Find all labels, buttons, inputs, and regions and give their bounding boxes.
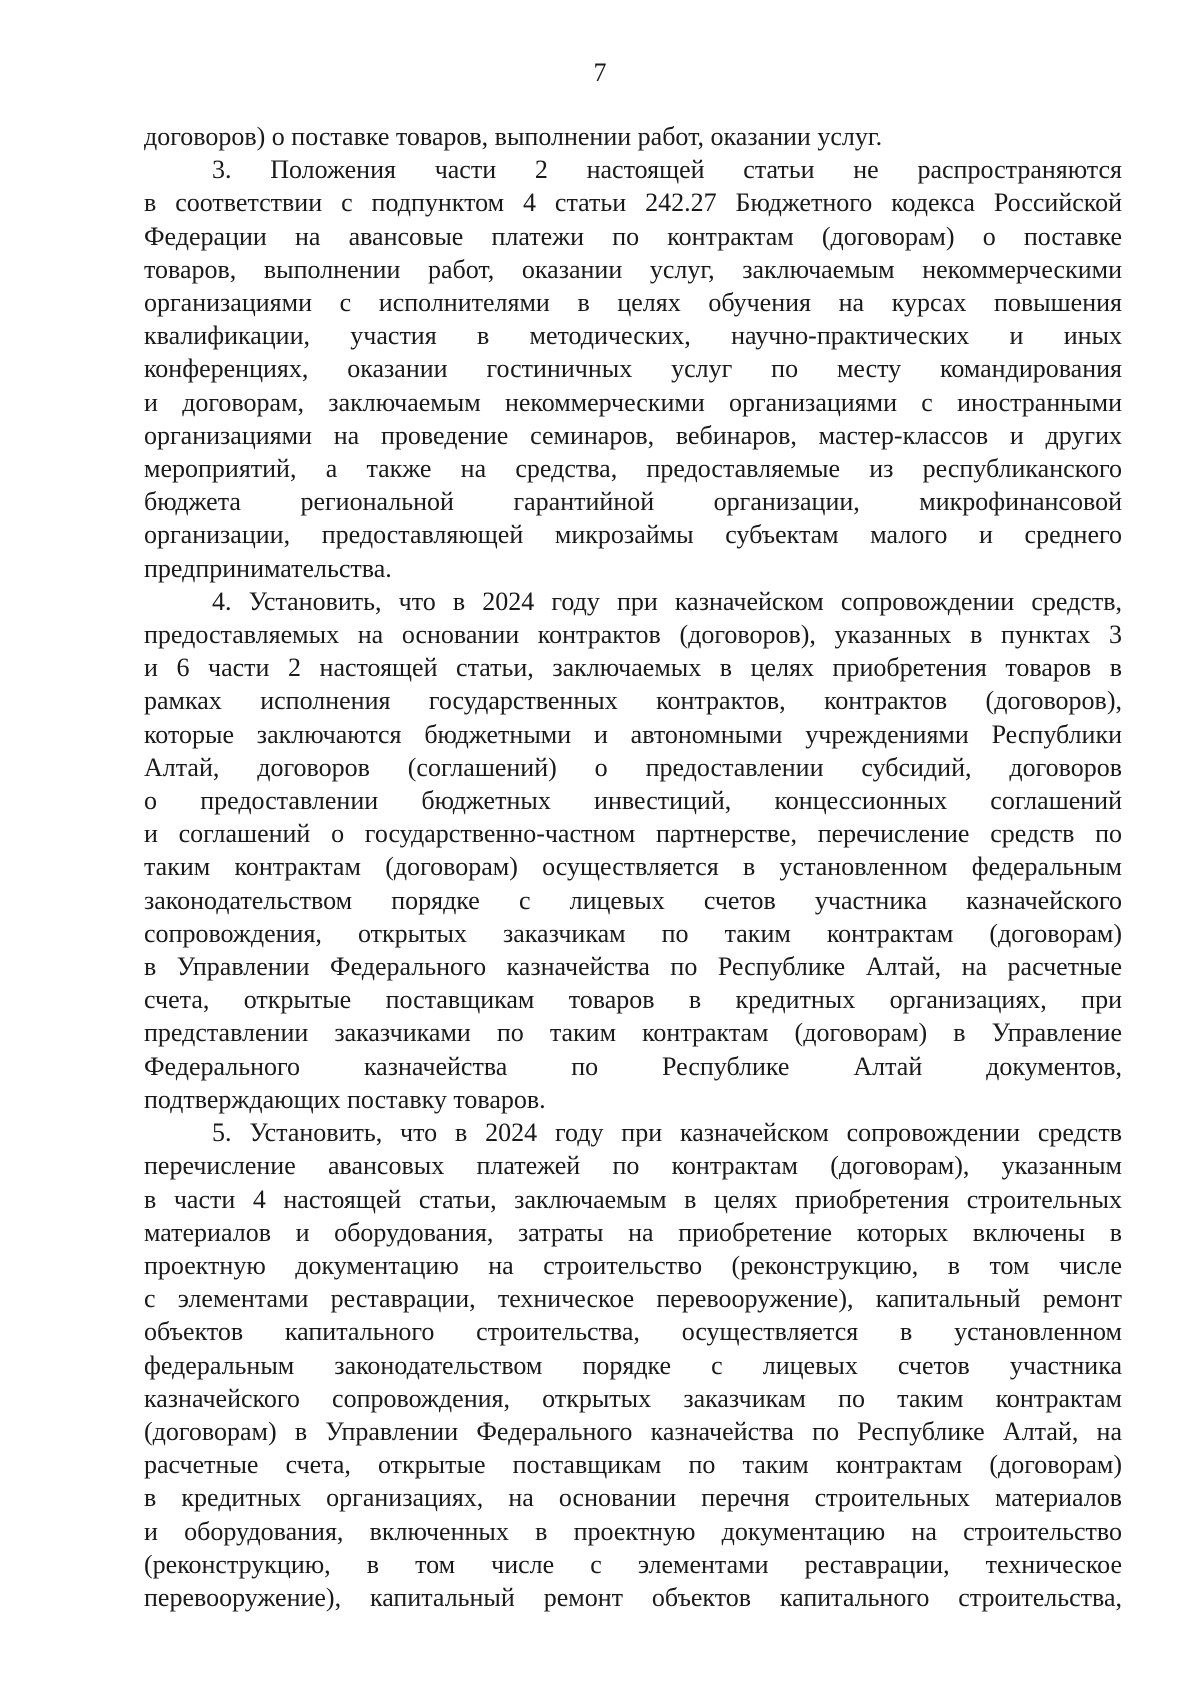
text-line: Федерации на авансовые платежи по контрактам (договорам) о поставке xyxy=(144,221,1122,251)
text-line: предпринимательства. xyxy=(144,553,392,583)
text-line: с элементами реставрации, техническое перевооружение), капитальный ремонт xyxy=(144,1284,1122,1314)
text-line: и оборудования, включенных в проектную документацию на строительство xyxy=(144,1516,1122,1546)
text-line: договоров) о поставке товаров, выполнении работ, оказании услуг. xyxy=(144,122,883,151)
text-line: счета, открытые поставщикам товаров в кредитных организациях, при xyxy=(144,985,1122,1015)
text-line: рамках исполнения государственных контрактов, контрактов (договоров), xyxy=(144,686,1122,716)
text-line: бюджета региональной гарантийной организации, микрофинансовой xyxy=(144,487,1122,517)
text-line: и соглашений о государственно-частном партнерстве, перечисление средств по xyxy=(144,819,1122,849)
text-line: товаров, выполнении работ, оказании услуг, заключаемым некоммерческими xyxy=(144,254,1122,284)
text-line: федеральным законодательством порядке с лицевых счетов участника xyxy=(144,1350,1122,1380)
text-line: (договорам) в Управлении Федерального казначейства по Республике Алтай, на xyxy=(144,1416,1122,1446)
text-line: 5. Установить, что в 2024 году при казначейском сопровождении средств xyxy=(212,1118,1122,1148)
text-line: предоставляемых на основании контрактов (договоров), указанных в пунктах 3 xyxy=(144,620,1122,650)
text-line: казначейского сопровождения, открытых заказчикам по таким контрактам xyxy=(144,1383,1122,1413)
document-body xyxy=(144,120,1122,1614)
text-line: в части 4 настоящей статьи, заключаемым в целях приобретения строительных xyxy=(144,1184,1122,1214)
text-line: о предоставлении бюджетных инвестиций, концессионных соглашений xyxy=(144,786,1122,816)
text-line: организациями на проведение семинаров, вебинаров, мастер-классов и других xyxy=(144,420,1122,450)
text-line: Федерального казначейства по Республике Алтай документов, xyxy=(144,1051,1122,1081)
text-line: перечисление авансовых платежей по контрактам (договорам), указанным xyxy=(144,1151,1122,1181)
paragraph-p-continuation xyxy=(144,120,1122,153)
text-line: таким контрактам (договорам) осуществляется в установленном федеральным xyxy=(144,852,1122,882)
text-line: мероприятий, а также на средства, предоставляемые из республиканского xyxy=(144,454,1122,484)
text-line: и договорам, заключаемым некоммерческими организациями с иностранными xyxy=(144,387,1122,417)
text-line: организациями с исполнителями в целях обучения на курсах повышения xyxy=(144,288,1122,318)
text-line: представлении заказчиками по таким контрактам (договорам) в Управление xyxy=(144,1018,1122,1048)
text-line: организации, предоставляющей микрозаймы субъектам малого и среднего xyxy=(144,520,1122,550)
text-line: которые заключаются бюджетными и автономными учреждениями Республики xyxy=(144,719,1122,749)
text-line: объектов капитального строительства, осуществляется в установленном xyxy=(144,1317,1122,1347)
text-line: 4. Установить, что в 2024 году при казначейском сопровождении средств, xyxy=(212,586,1122,616)
text-line: 3. Положения части 2 настоящей статьи не распространяются xyxy=(212,155,1122,185)
text-line: материалов и оборудования, затраты на приобретение которых включены в xyxy=(144,1217,1122,1247)
text-line: и 6 части 2 настоящей статьи, заключаемых в целях приобретения товаров в xyxy=(144,653,1122,683)
text-line: расчетные счета, открытые поставщикам по таким контрактам (договорам) xyxy=(144,1450,1122,1480)
text-line: перевооружение), капитальный ремонт объектов капитального строительства, xyxy=(144,1582,1122,1612)
paragraph-p-4 xyxy=(144,585,1122,1116)
text-line: сопровождения, открытых заказчикам по таким контрактам (договорам) xyxy=(144,918,1122,948)
paragraph-p-3 xyxy=(144,153,1122,585)
text-line: конференциях, оказании гостиничных услуг по месту командирования xyxy=(144,354,1122,384)
text-line: квалификации, участия в методических, научно-практических и иных xyxy=(144,321,1122,351)
text-line: Алтай, договоров (соглашений) о предоставлении субсидий, договоров xyxy=(144,752,1122,782)
text-line: законодательством порядке с лицевых счетов участника казначейского xyxy=(144,885,1122,915)
text-line: проектную документацию на строительство (реконструкцию, в том числе xyxy=(144,1250,1122,1280)
paragraph-p-5 xyxy=(144,1116,1122,1614)
text-line: (реконструкцию, в том числе с элементами реставрации, техническое xyxy=(144,1549,1122,1579)
text-line: в Управлении Федерального казначейства по Республике Алтай, на расчетные xyxy=(144,952,1122,982)
page-number: 7 xyxy=(593,58,607,87)
text-line: подтверждающих поставку товаров. xyxy=(144,1084,546,1114)
text-line: в соответствии с подпунктом 4 статьи 242.27 Бюджетного кодекса Российской xyxy=(144,188,1122,218)
text-line: в кредитных организациях, на основании перечня строительных материалов xyxy=(144,1483,1122,1513)
